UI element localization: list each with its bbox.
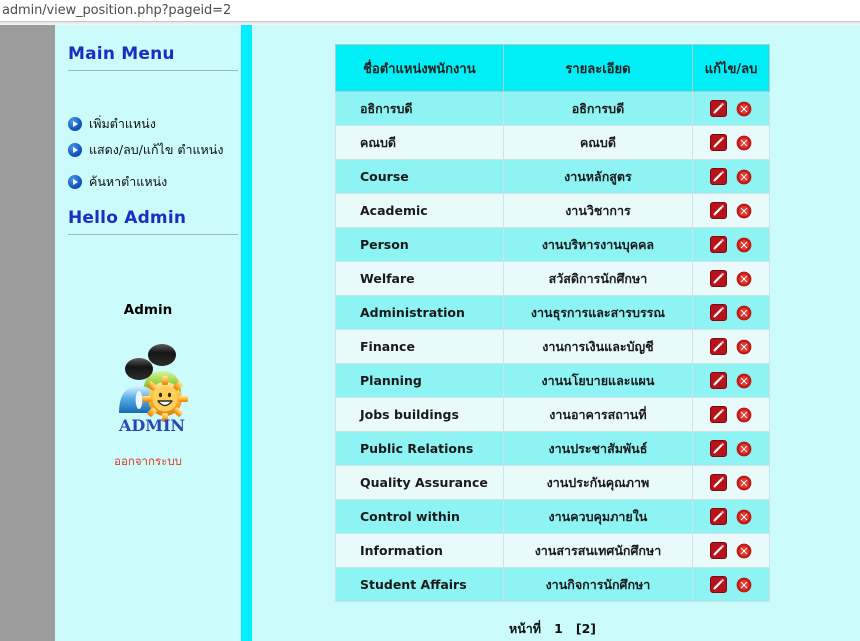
cell-position-detail: งานธุรการและสารบรรณ [503, 296, 692, 330]
page-body [0, 25, 860, 641]
table-row [336, 228, 770, 262]
cell-position-name: Jobs buildings [336, 398, 504, 432]
edit-pencil-icon[interactable] [710, 100, 727, 117]
cell-position-name: Academic [336, 194, 504, 228]
chevron-right-circle-icon [68, 143, 82, 157]
position-table-body [336, 92, 770, 602]
sidebar-item-search-position[interactable] [68, 172, 167, 192]
delete-x-circle-icon[interactable] [736, 237, 752, 253]
main-menu-title: Main Menu [68, 44, 175, 64]
cell-position-detail: งานประกันคุณภาพ [503, 466, 692, 500]
cell-position-detail: งานหลักสูตร [503, 160, 692, 194]
delete-x-circle-icon[interactable] [736, 407, 752, 423]
table-row [336, 194, 770, 228]
cell-position-detail: งานบริหารงานบุคคล [503, 228, 692, 262]
table-row [336, 262, 770, 296]
cell-position-name: Person [336, 228, 504, 262]
delete-x-circle-icon[interactable] [736, 373, 752, 389]
pagination [335, 619, 770, 639]
cell-position-name: คณบดี [336, 126, 504, 160]
sidebar-item-label: แสดง/ลบ/แก้ไข ตำแหน่ง [89, 142, 224, 157]
cell-actions [693, 398, 770, 432]
cell-position-name: Welfare [336, 262, 504, 296]
cell-position-detail: งานนโยบายและแผน [503, 364, 692, 398]
delete-x-circle-icon[interactable] [736, 135, 752, 151]
delete-x-circle-icon[interactable] [736, 543, 752, 559]
delete-x-circle-icon[interactable] [736, 305, 752, 321]
table-row [336, 126, 770, 160]
main-content [252, 25, 860, 641]
delete-x-circle-icon[interactable] [736, 101, 752, 117]
cell-position-name: Quality Assurance [336, 466, 504, 500]
table-row [336, 534, 770, 568]
admin-users-gear-icon [113, 343, 191, 438]
position-table-wrapper [335, 44, 770, 602]
delete-x-circle-icon[interactable] [736, 203, 752, 219]
cell-actions [693, 228, 770, 262]
cell-position-name: Planning [336, 364, 504, 398]
cell-actions [693, 160, 770, 194]
cell-position-name: Public Relations [336, 432, 504, 466]
cell-actions [693, 194, 770, 228]
cell-position-name: Administration [336, 296, 504, 330]
table-row [336, 568, 770, 602]
sidebar-item-manage-position[interactable] [68, 140, 223, 160]
delete-x-circle-icon[interactable] [736, 441, 752, 457]
cell-position-detail: อธิการบดี [503, 92, 692, 126]
cell-actions [693, 296, 770, 330]
hello-admin-title: Hello Admin [68, 208, 187, 228]
sidebar-item-label: ค้นหาตำแหน่ง [89, 174, 168, 189]
main-menu-rule [68, 70, 238, 71]
cell-actions [693, 534, 770, 568]
cell-position-detail: งานกิจการนักศึกษา [503, 568, 692, 602]
table-row [336, 500, 770, 534]
cell-actions [693, 500, 770, 534]
delete-x-circle-icon[interactable] [736, 475, 752, 491]
cell-actions [693, 432, 770, 466]
edit-pencil-icon[interactable] [710, 474, 727, 491]
cell-position-detail: งานวิชาการ [503, 194, 692, 228]
cell-position-detail: งานประชาสัมพันธ์ [503, 432, 692, 466]
cell-position-name: อธิการบดี [336, 92, 504, 126]
vertical-divider [241, 25, 252, 641]
column-header-actions: แก้ไข/ลบ [693, 45, 770, 92]
cell-actions [693, 364, 770, 398]
pagination-current-page: 1 [554, 621, 563, 636]
cell-position-name: Control within [336, 500, 504, 534]
edit-pencil-icon[interactable] [710, 508, 727, 525]
chevron-right-circle-icon [68, 117, 82, 131]
edit-pencil-icon[interactable] [710, 406, 727, 423]
edit-pencil-icon[interactable] [710, 202, 727, 219]
cell-position-detail: งานสารสนเทศนักศึกษา [503, 534, 692, 568]
cell-actions [693, 568, 770, 602]
edit-pencil-icon[interactable] [710, 576, 727, 593]
cell-position-name: Finance [336, 330, 504, 364]
cell-actions [693, 262, 770, 296]
edit-pencil-icon[interactable] [710, 304, 727, 321]
sidebar-item-label: เพิ่มตำแหน่ง [89, 116, 156, 131]
browser-url-bar[interactable] [0, 0, 860, 22]
table-row [336, 92, 770, 126]
table-row [336, 398, 770, 432]
cell-position-detail: สวัสดิการนักศึกษา [503, 262, 692, 296]
hello-admin-rule [68, 234, 238, 235]
column-header-detail: รายละเอียด [503, 45, 692, 92]
position-table [335, 44, 770, 602]
table-row [336, 296, 770, 330]
table-row [336, 160, 770, 194]
cell-position-name: Student Affairs [336, 568, 504, 602]
edit-pencil-icon[interactable] [710, 338, 727, 355]
delete-x-circle-icon[interactable] [736, 339, 752, 355]
sidebar-item-add-position[interactable] [68, 114, 156, 134]
cell-actions [693, 330, 770, 364]
url-text[interactable]: admin/view_position.php?pageid=2 [2, 3, 232, 18]
table-header-row [336, 45, 770, 92]
cell-position-detail: งานควบคุมภายใน [503, 500, 692, 534]
cell-position-name: Information [336, 534, 504, 568]
table-row [336, 432, 770, 466]
edit-pencil-icon[interactable] [710, 372, 727, 389]
edit-pencil-icon[interactable] [710, 134, 727, 151]
delete-x-circle-icon[interactable] [736, 169, 752, 185]
column-header-position-name: ชื่อตำแหน่งพนักงาน [336, 45, 504, 92]
chevron-right-circle-icon [68, 175, 82, 189]
delete-x-circle-icon[interactable] [736, 509, 752, 525]
cell-actions [693, 466, 770, 500]
admin-display-name: Admin [123, 302, 173, 318]
table-row [336, 330, 770, 364]
cell-actions [693, 92, 770, 126]
edit-pencil-icon[interactable] [710, 236, 727, 253]
edit-pencil-icon[interactable] [710, 440, 727, 457]
logout-link[interactable]: ออกจากระบบ [114, 454, 182, 468]
pagination-label: หน้าที่ [508, 621, 542, 636]
cell-actions [693, 126, 770, 160]
cell-position-detail: คณบดี [503, 126, 692, 160]
pagination-page-2-link[interactable]: [2] [575, 621, 597, 636]
delete-x-circle-icon[interactable] [736, 577, 752, 593]
edit-pencil-icon[interactable] [710, 168, 727, 185]
table-row [336, 364, 770, 398]
delete-x-circle-icon[interactable] [736, 271, 752, 287]
edit-pencil-icon[interactable] [710, 542, 727, 559]
edit-pencil-icon[interactable] [710, 270, 727, 287]
svg-text:ADMIN: ADMIN [118, 416, 186, 435]
table-row [336, 466, 770, 500]
cell-position-name: Course [336, 160, 504, 194]
cell-position-detail: งานการเงินและบัญชี [503, 330, 692, 364]
cell-position-detail: งานอาคารสถานที่ [503, 398, 692, 432]
left-gutter [0, 25, 55, 641]
